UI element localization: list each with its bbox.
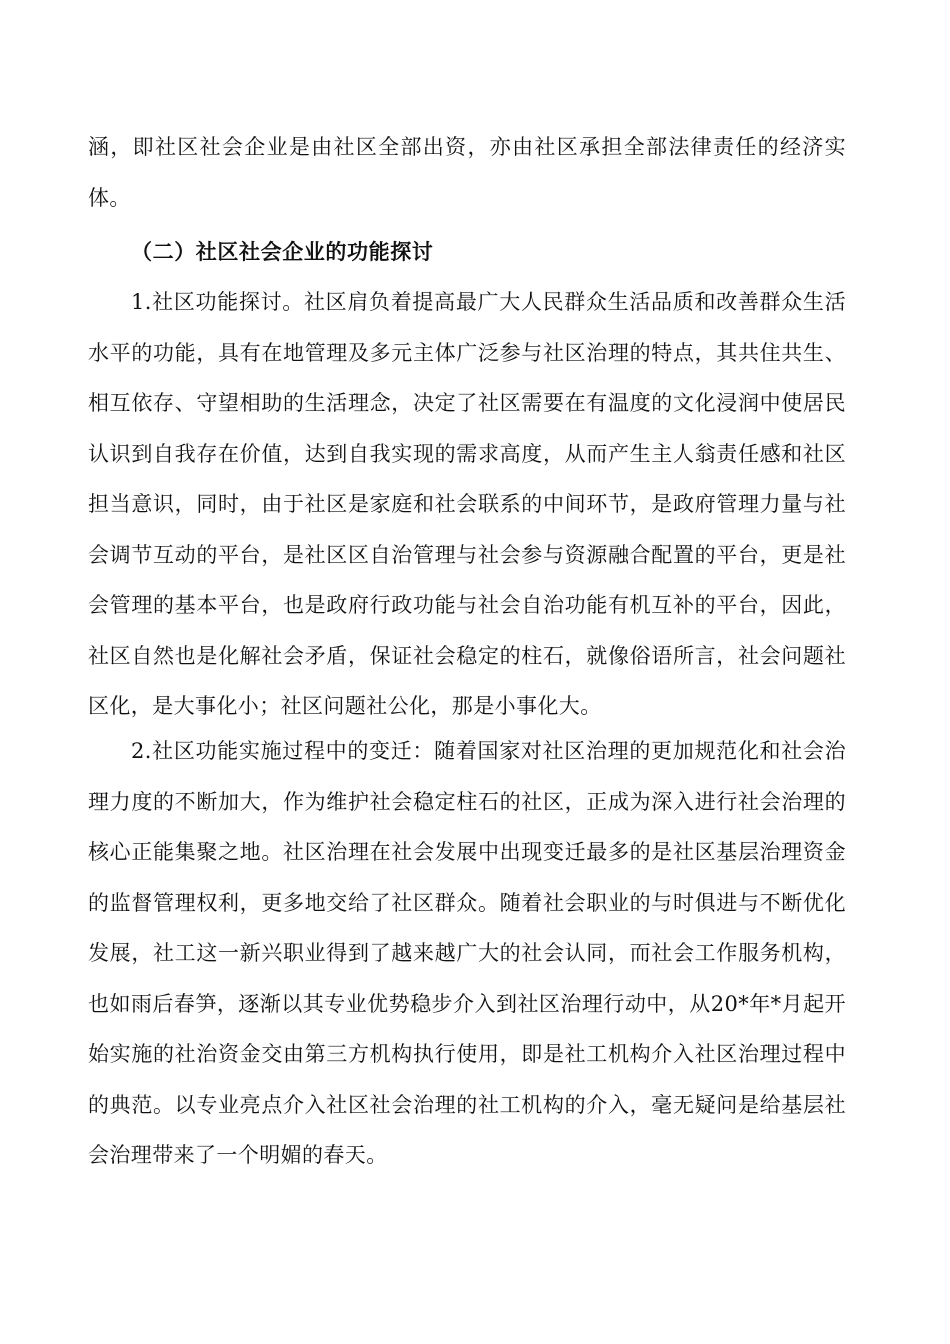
section-heading: （二）社区社会企业的功能探讨 (131, 240, 434, 264)
paragraph-continuation: 涵，即社区社会企业是由社区全部出资，亦由社区承担全部法律责任的经济实体。 (88, 135, 846, 210)
paragraph-function-change: 2.社区功能实施过程中的变迁：随着国家对社区治理的更加规范化和社会治理力度的不断加大，作为维护社会稳定柱石的社区，正成为深入进行社会治理的核心正能集聚之地。社区治理在社会发展中出现变迁最多的是社区基层治理资金的监督管理权利，更多地交给了社区群众。随着社会职业的与时俱进与不断优化发展，社工这一新兴职业得到了越来越广大的社会认同，而社会工作服务机构，也如雨后春笋，逐渐以其专业优势稳步介入到社区治理行动中，从20*年*月起开始实施的社治资金交由第三方机构执行使用，即是社工机构介入社区治理过程中的典范。以专业亮点介入社区社会治理的社工机构的介入，毫无疑问是给基层社会治理带来了一个明媚的春天。 (88, 739, 846, 1167)
paragraph-community-function: 1.社区功能探讨。社区肩负着提高最广大人民群众生活品质和改善群众生活水平的功能，具有在地管理及多元主体广泛参与社区治理的特点，其共住共生、相互依存、守望相助的生活理念，决定了社区需要在有温度的文化浸润中使居民认识到自我存在价值，达到自我实现的需求高度，从而产生主人翁责任感和社区担当意识，同时，由于社区是家庭和社会联系的中间环节，是政府管理力量与社会调节互动的平台，是社区区自治管理与社会参与资源融合配置的平台，更是社会管理的基本平台，也是政府行政功能与社会自治功能有机互补的平台，因此，社区自然也是化解社会矛盾，保证社会稳定的柱石，就像俗语所言，社会问题社区化，是大事化小；社区问题社公化，那是小事化大。 (88, 290, 846, 718)
